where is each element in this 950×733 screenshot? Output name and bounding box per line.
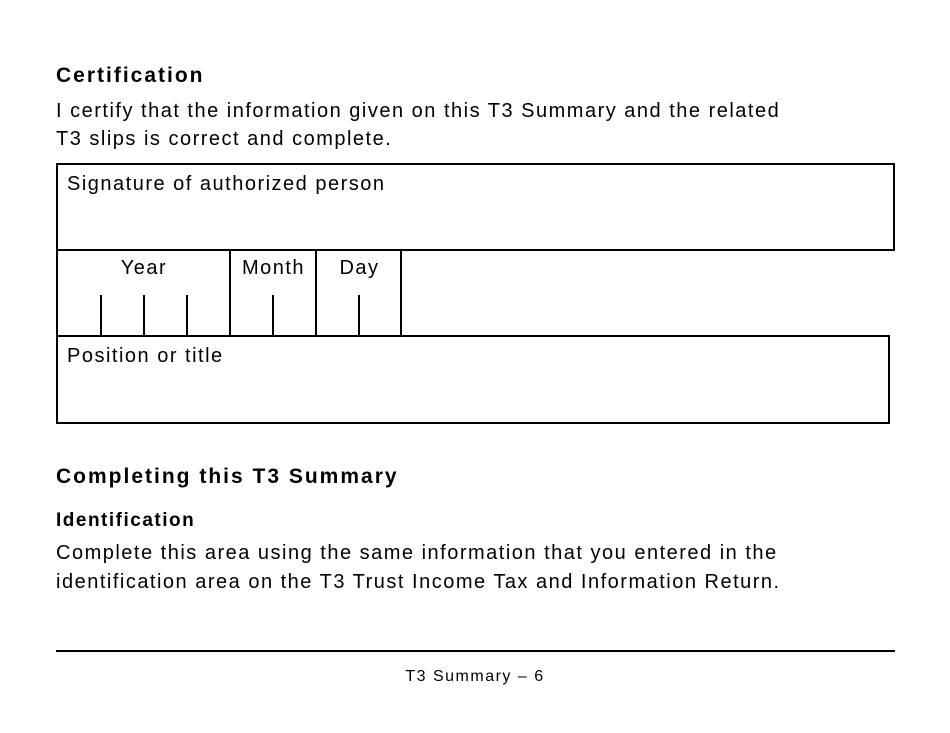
certification-statement-line: T3 slips is correct and complete. xyxy=(56,128,393,150)
year-field[interactable] xyxy=(58,249,230,337)
day-digit-divider xyxy=(358,295,360,337)
identification-body-line: Complete this area using the same information that you entered in the xyxy=(56,542,778,564)
day-field[interactable] xyxy=(315,249,402,337)
page-number: T3 Summary – 6 xyxy=(405,668,545,685)
month-label: Month xyxy=(241,257,306,279)
completing-heading: Completing this T3 Summary xyxy=(56,465,399,488)
year-digit-divider xyxy=(186,295,188,337)
date-field xyxy=(56,249,402,337)
footer-divider xyxy=(56,650,895,652)
year-digit-divider xyxy=(143,295,145,337)
certification-statement-line: I certify that the information given on this T3 Summary and the related xyxy=(56,100,781,122)
month-field[interactable] xyxy=(229,249,316,337)
certification-heading: Certification xyxy=(56,64,205,87)
position-field[interactable] xyxy=(56,335,890,424)
identification-body xyxy=(56,539,781,597)
position-label: Position or title xyxy=(67,345,224,367)
signature-field[interactable] xyxy=(56,163,895,251)
year-digit-divider xyxy=(100,295,102,337)
identification-heading: Identification xyxy=(56,510,196,531)
year-label: Year xyxy=(120,257,168,279)
day-label: Day xyxy=(339,257,380,279)
identification-body-line: identification area on the T3 Trust Income Tax and Information Return. xyxy=(56,571,781,593)
certification-statement xyxy=(56,97,780,153)
signature-label: Signature of authorized person xyxy=(67,173,386,195)
month-digit-divider xyxy=(272,295,274,337)
